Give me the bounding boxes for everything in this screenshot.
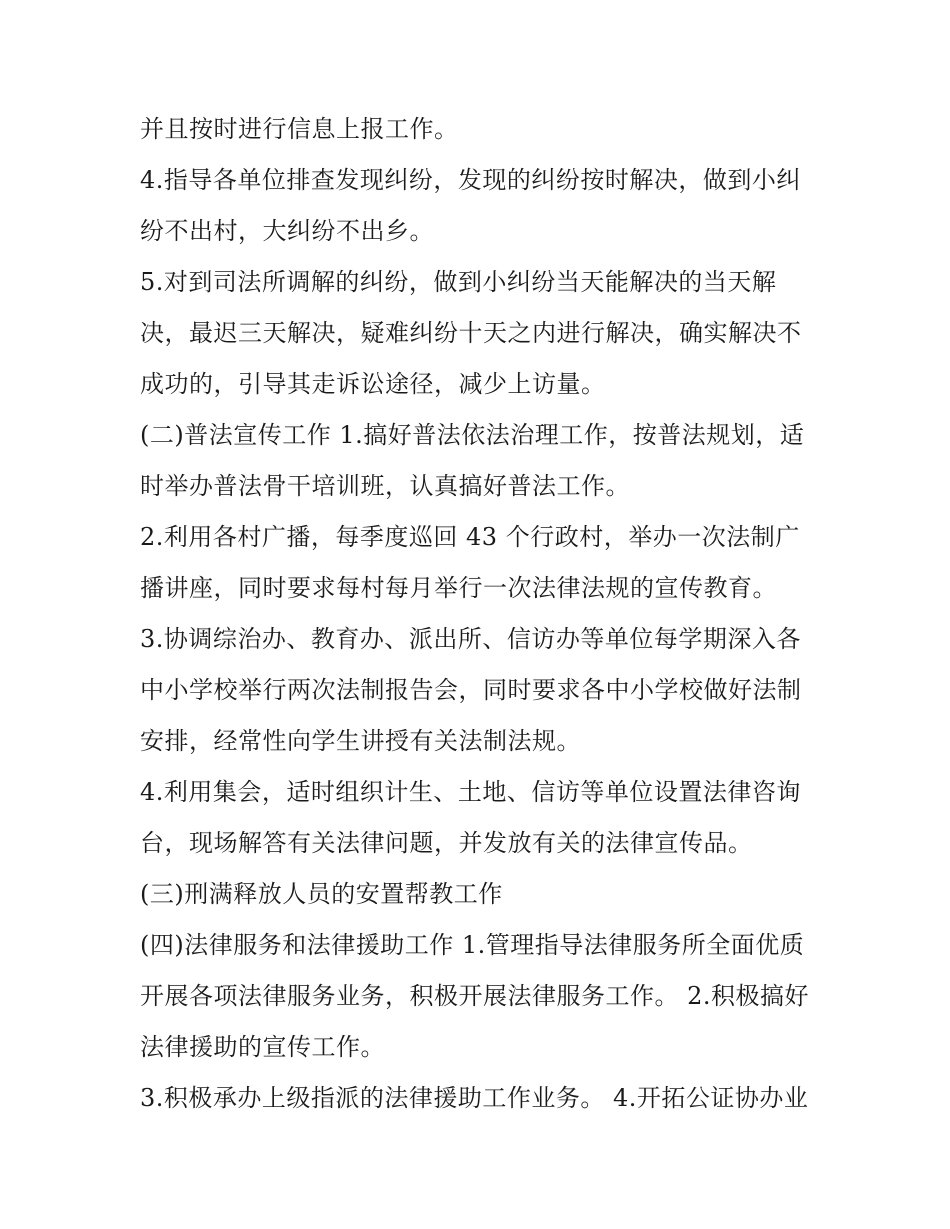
text-line: 中小学校举行两次法制报告会，同时要求各中小学校做好法制 (140, 676, 802, 704)
text-line: 成功的，引导其走诉讼途径，减少上访量。 (140, 370, 606, 398)
text-line: 开展各项法律服务业务，积极开展法律服务工作。 2.积极搞好 (140, 982, 810, 1010)
text-line: 安排，经常性向学生讲授有关法制法规。 (140, 727, 581, 755)
text-line: 播讲座，同时要求每村每月举行一次法律法规的宣传教育。 (140, 574, 777, 602)
document-body (140, 104, 820, 1124)
text-line: 5.对到司法所调解的纠纷，做到小纠纷当天能解决的当天解 (140, 268, 777, 296)
section-heading: (四)法律服务和法律援助工作 1.管理指导法律服务所全面优质 (140, 931, 805, 959)
text-line: 3.协调综治办、教育办、派出所、信访办等单位每学期深入各 (140, 625, 801, 653)
section-heading: (二)普法宣传工作 1.搞好普法依法治理工作，按普法规划，适 (140, 421, 805, 449)
text-line: 4.指导各单位排查发现纠纷，发现的纠纷按时解决，做到小纠 (140, 166, 801, 194)
section-heading: (三)刑满释放人员的安置帮教工作 (140, 880, 503, 908)
text-line: 台，现场解答有关法律问题，并发放有关的法律宣传品。 (140, 829, 753, 857)
text-line: 纷不出村，大纠纷不出乡。 (140, 217, 434, 245)
text-line: 2.利用各村广播，每季度巡回 43 个行政村，举办一次法制广 (140, 523, 800, 551)
text-line: 并且按时进行信息上报工作。 (140, 115, 459, 143)
text-line: 法律援助的宣传工作。 (140, 1033, 385, 1061)
text-line: 3.积极承办上级指派的法律援助工作业务。 4.开拓公证协办业 (140, 1084, 809, 1112)
text-line: 决，最迟三天解决，疑难纠纷十天之内进行解决，确实解决不 (140, 319, 802, 347)
text-line: 时举办普法骨干培训班，认真搞好普法工作。 (140, 472, 630, 500)
text-line: 4.利用集会，适时组织计生、土地、信访等单位设置法律咨询 (140, 778, 801, 806)
